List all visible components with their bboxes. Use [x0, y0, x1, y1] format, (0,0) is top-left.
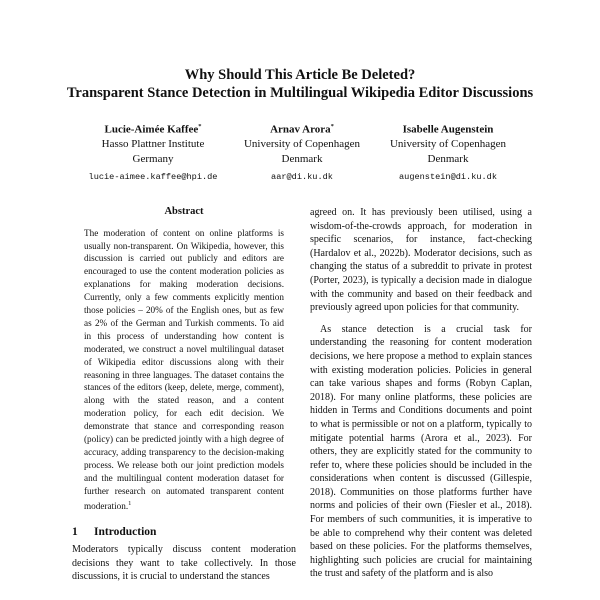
footnote-marker: 1 — [128, 499, 132, 507]
author-email: lucie-aimee.kaffee@hpi.de — [88, 172, 218, 183]
author-affiliation: Hasso Plattner Institute — [101, 138, 205, 151]
author-name: Isabelle Augenstein — [402, 123, 494, 136]
body-paragraph: agreed on. It has previously been utilised, using a wisdom-of-the-crowds approach, for moderation in specific scenarios, for instance, fact-checking (Hardalov et al., 2022b). Moderator decisions, such as changing the status of a subreddit to private in protest (Porter, 2023), is typically a decision made in dialogue with the community and based on their feedback and previously agreed upon policies for that community. — [310, 207, 532, 314]
paper-title-line-2: Transparent Stance Detection in Multilingual Wikipedia Editor Discussions — [66, 85, 534, 101]
author-country: Germany — [132, 152, 174, 165]
author-country: Denmark — [281, 152, 323, 165]
body-paragraph: As stance detection is a crucial task for understanding the reasoning for content moderation decisions, we here propose a method to explain stances with existing moderation policies. Policies in general can take various shapes and forms (Robyn Caplan, 2018). For many online platforms, these policies are hidden in Terms and Conditions documents and point to what is permissible or not on a platform, typically to mitigate potential harms (Arora et al., 2023). For others, they are explicitly stated for the community to refer to, where these policies should be included in the considerations when content is discussed (Gillespie, 2018). Communities on those platforms further have norms and policies of their own (Fiesler et al., 2018). For members of such communities, it is imperative to be able to comprehend why their content was deleted based on these policies. For the platforms themselves, highlighting such policies are crucial for maintaining the trust and safety of the platform and is also — [310, 323, 532, 580]
author-block — [58, 120, 248, 185]
left-column — [72, 205, 296, 584]
author-name: Arnav Arora* — [270, 123, 334, 136]
author-block — [355, 120, 541, 185]
abstract-text: The moderation of content on online platforms is usually non-transparent. On Wikipedia, however, this discussion is carried out publicly and editors are encouraged to use the content moderation policies as explanations for making moderation decisions. Currently, only a few comments explicitly mention those policies – 20% of the English ones, but as few as 2% of the German and Turkish comments. To aid in this process of understanding how content is moderated, we construct a novel multilingual dataset of Wikipedia editor discussions along with their reasoning in three languages. The dataset contains the stances of the editors (keep, delete, merge, comment), along with the stated reason, and a content moderation policy, for each edit decision. We demonstrate that stance and corresponding reason (policy) can be predicted jointly with a high degree of accuracy, adding transparency to the decision-making process. We release both our joint prediction models and the multilingual content moderation dataset for further research on automated transparent content moderation.$^1$ — [84, 227, 284, 511]
introduction-text: Moderators typically discuss content moderation decisions they want to take collectively. In those discussions, it is crucial to understand the stances — [72, 544, 296, 583]
author-affiliation: University of Copenhagen — [389, 138, 507, 151]
author-name: Lucie-Aimée Kaffee* — [104, 123, 202, 136]
paper-title-line-1: Why Should This Article Be Deleted? — [184, 67, 416, 83]
author-email: augenstein@di.ku.dk — [399, 172, 497, 183]
author-email: aar@di.ku.dk — [271, 172, 333, 183]
section-heading-introduction: 1 Introduction — [72, 525, 157, 538]
author-country: Denmark — [427, 152, 469, 165]
abstract-heading: Abstract — [164, 206, 204, 217]
author-affiliation: University of Copenhagen — [243, 138, 361, 151]
right-column — [310, 206, 532, 581]
